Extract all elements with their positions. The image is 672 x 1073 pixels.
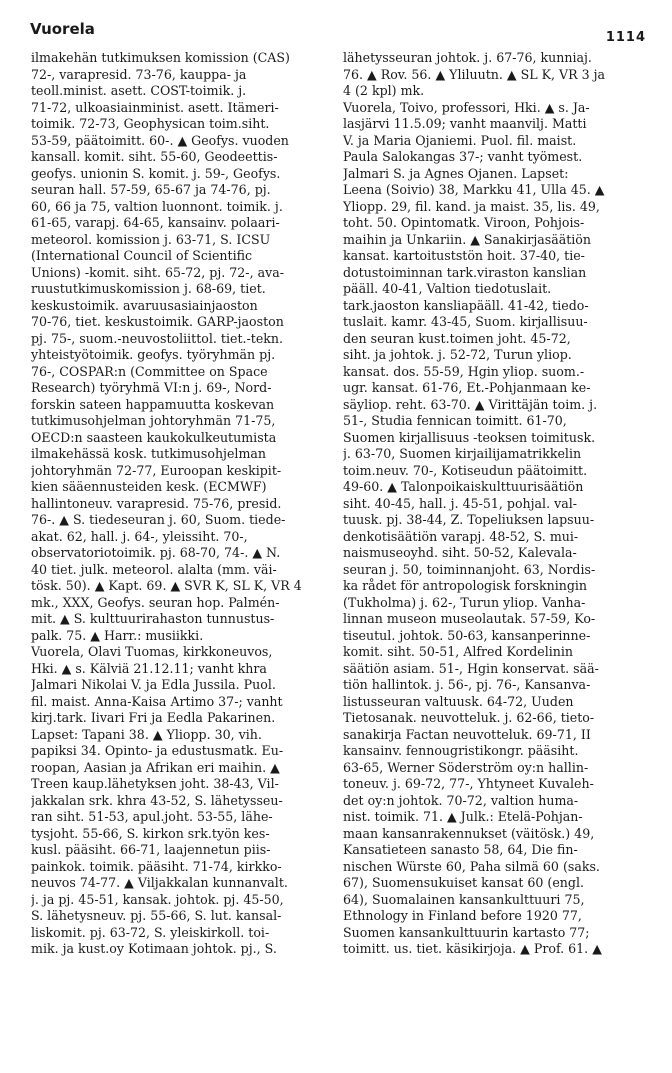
text-line: tutkimusohjelman johtoryhmän 71-75, [31,413,276,428]
text-line: seuran hall. 57-59, 65-67 ja 74-76, pj. [31,182,271,197]
text-line: 76. ▲ Rov. 56. ▲ Yliluutn. ▲ SL K, VR 3 ja [343,66,606,82]
text-line: 71-72, ulkoasiainminist. asett. Itämeri- [31,99,279,115]
text-line: toht. 50. Opintomatk. Viroon, Pohjois- [343,215,585,230]
page-number: 1114 [605,30,646,45]
text-line: OECD:n saasteen kaukokulkeutumista [31,429,277,445]
text-line: kansat. dos. 55-59, Hgin yliop. suom.- [343,363,585,379]
text-line: denkotisäätiön varapj. 48-52, S. mui- [343,528,579,544]
text-line: Paula Salokangas 37-; vanht työmest. [343,149,583,164]
text-line: tark.jaoston kansliapääll. 41-42, tiedo- [343,297,589,313]
text-line: 76-. ▲ S. tiedeseuran j. 60, Suom. tiede- [31,512,286,527]
text-line: den seuran kust.toimen joht. 45-72, [343,330,571,346]
text-line: det oy:n johtok. 70-72, valtion huma- [343,792,579,808]
text-line: 67), Suomensukuiset kansat 60 (engl. [343,875,584,890]
text-line: forskin sateen happamuutta koskevan [31,396,275,412]
text-line: nist. toimik. 71. ▲ Julk.: Etelä-Pohjan- [343,809,583,824]
text-line: tösk. 50). ▲ Kapt. 69. ▲ SVR K, SL K, VR 4 [31,578,302,593]
text-line: ilmakehän tutkimuksen komission (CAS) [31,50,290,65]
left-column [31,50,331,958]
text-line: fil. maist. Anna-Kaisa Artimo 37-; vanht [31,693,283,709]
text-line: tysjoht. 55-66, S. kirkon srk.työn kes- [31,825,270,841]
text-line: mk., XXX, Geofys. seuran hop. Palmén- [31,594,280,610]
text-line: johtoryhmän 72-77, Euroopan keskipit- [31,462,282,478]
text-line: toimik. 72-73, Geophysican toim.siht. [31,116,270,131]
running-title: Vuorela [30,20,95,38]
text-line: teoll.minist. asett. COST-toimik. j. [31,83,247,98]
text-line: observatoriotoimik. pj. 68-70, 74-. ▲ N. [31,545,281,560]
text-line: kirj.tark. Iivari Fri ja Eedla Pakarinen. [31,710,276,725]
text-line: Vuorela, Toivo, professori, Hki. ▲ s. Ja- [343,99,590,115]
text-line: tiön hallintok. j. 56-, pj. 76-, Kansanva- [343,677,591,692]
text-line: hallintoneuv. varapresid. 75-76, presid. [31,495,282,511]
right-column [343,50,643,958]
text-line: toneuv. j. 69-72, 77-, Yhtyneet Kuvaleh- [343,776,594,791]
text-line: Treen kaup.lähetyksen joht. 38-43, Vil- [31,776,279,791]
text-line: pääll. 40-41, Valtion tiedotuslait. [343,281,552,296]
text-line: ruustutkimuskomission j. 68-69, tiet. [31,281,266,296]
text-line: Suomen kansankulttuurin kartasto 77; [343,924,590,940]
text-line: jakkalan srk. khra 43-52, S. lähetysseu- [31,792,283,808]
text-line: Hki. ▲ s. Kälviä 21.12.11; vanht khra [31,660,267,676]
text-line: j. ja pj. 45-51, kansak. johtok. pj. 45-50, [31,891,284,907]
text-line: 51-, Studia fennican toimitt. 61-70, [343,413,567,428]
text-line: komit. siht. 50-51, Alfred Kordelinin [343,644,574,659]
text-line: kansall. komit. siht. 55-60, Geodeettis- [31,149,278,164]
text-line: 70-76, tiet. keskustoimik. GARP-jaoston [31,314,284,329]
text-line: yhteistyötoimik. geofys. työryhmän pj. [31,347,276,362]
text-line: papiksi 34. Opinto- ja edustusmatk. Eu- [31,743,284,758]
text-line: keskustoimik. avaruusasiainjaoston [31,297,258,313]
text-line: Jalmari Nikolai V. ja Edla Jussila. Puol. [31,677,276,692]
text-line: roopan, Aasian ja Afrikan eri maihin. ▲ [31,759,280,775]
text-line: akat. 62, hall. j. 64-, yleissiht. 70-, [31,528,248,544]
text-line: liskomit. pj. 63-72, S. yleiskirkoll. toi- [31,924,270,940]
text-line: Vuorela, Olavi Tuomas, kirkkoneuvos, [31,644,273,659]
text-line: ran siht. 51-53, apul.joht. 53-55, lähe- [31,809,273,824]
text-line: ugr. kansat. 61-76, Et.-Pohjanmaan ke- [343,380,591,395]
text-line: säätiön asiam. 51-, Hgin konservat. sää- [343,660,599,676]
text-line: (International Council of Scientific [31,248,253,263]
text-line: geofys. unionin S. komit. j. 59-, Geofys. [31,165,281,181]
text-line: toim.neuv. 70-, Kotiseudun päätoimitt. [343,462,588,478]
text-line: j. 63-70, Suomen kirjailijamatrikkelin [343,446,582,461]
text-line: dotustoiminnan tark.viraston kanslian [343,264,587,280]
text-line: toimitt. us. tiet. käsikirjoja. ▲ Prof. 61. ▲ [343,941,602,956]
text-line: S. lähetysneuv. pj. 55-66, S. lut. kansal- [31,908,282,923]
text-line: 4 (2 kpl) mk. [343,83,425,98]
text-line: ka rådet för antropologisk forskningin [343,578,588,593]
text-line: pj. 75-, suom.-neuvostoliittol. tiet.-tekn. [31,330,284,346]
text-line: maan kansanrakennukset (väitösk.) 49, [343,825,595,841]
text-line: kusl. pääsiht. 66-71, laajennetun piis- [31,842,271,857]
text-line: 63-65, Werner Söderström oy:n hallin- [343,759,589,775]
text-line: ilmakehässä kosk. tutkimusohjelman [31,446,267,461]
text-line: Jalmari S. ja Agnes Ojanen. Lapset: [343,165,569,181]
text-line: V. ja Maria Ojaniemi. Puol. fil. maist. [343,132,577,148]
text-line: 53-59, päätoimitt. 60-. ▲ Geofys. vuoden [31,132,289,148]
text-line: 76-, COSPAR:n (Committee on Space [31,363,268,379]
text-line: 49-60. ▲ Talonpoikaiskulttuurisäätiön [343,479,584,494]
text-line: Ylioрp. 29, fil. kand. ja maist. 35, lis. 49, [343,198,600,214]
text-line: seuran j. 50, toiminnanjoht. 63, Nordis- [343,561,596,577]
text-line: palk. 75. ▲ Harr.: musiikki. [31,627,204,643]
text-line: 61-65, varapj. 64-65, kansainv. polaari- [31,215,280,230]
text-line: linnan museon museolautak. 57-59, Ko- [343,611,596,626]
text-line: mik. ja kust.oy Kotimaan johtok. pj., S. [31,941,277,956]
text-line: siht. ja johtok. j. 52-72, Turun yliop. [343,347,572,362]
text-line: Lapset: Tapani 38. ▲ Yliopp. 30, vih. [31,726,262,742]
text-line: naismuseoyhd. siht. 50-52, Kalevala- [343,545,577,560]
text-line: säyliop. reht. 63-70. ▲ Virittäjän toim. j. [343,396,598,412]
text-line: kien sääennusteiden kesk. (ECMWF) [31,479,267,494]
text-line: neuvos 74-77. ▲ Viljakkalan kunnanvalt. [31,875,288,890]
text-line: Research) työryhmä VI:n j. 69-, Nord- [31,380,272,395]
text-line: lähetysseuran johtok. j. 67-76, kunniaj. [343,50,592,65]
text-line: Suomen kirjallisuus -teoksen toimitusk. [343,429,596,445]
text-line: 40 tiet. julk. meteorol. alalta (mm. väi- [31,561,277,577]
text-line: lasjärvi 11.5.09; vanht maanvilj. Matti [343,116,587,131]
text-line: siht. 40-45, hall. j. 45-51, pohjal. val- [343,495,577,511]
text-line: kansainv. fennougristikongr. pääsiht. [343,743,579,758]
text-line: tiseutul. johtok. 50-63, kansanperinne- [343,627,591,643]
text-line: Kansatieteen sanasto 58, 64, Die fin- [343,842,578,857]
text-line: meteorol. komission j. 63-71, S. ICSU [31,231,271,247]
text-line: painkok. toimik. pääsiht. 71-74, kirkko- [31,858,282,874]
text-line: tuusk. pj. 38-44, Z. Topeliuksen lapsuu- [343,512,595,527]
text-line: tuslait. kamr. 43-45, Suom. kirjallisuu- [343,314,588,329]
text-line: Ethnology in Finland before 1920 77, [343,908,582,923]
text-line: nischen Würste 60, Paha silmä 60 (saks. [343,858,600,874]
text-line: sanakirja Factan neuvotteluk. 69-71, II [343,726,591,742]
text-line: (Tukholma) j. 62-, Turun yliop. Vanha- [343,594,586,610]
text-line: mit. ▲ S. kulttuurirahaston tunnustus- [31,611,275,626]
text-line: listusseuran valtuusk. 64-72, Uuden [343,693,574,709]
text-line: Leena (Soivio) 38, Markku 41, Ulla 45. ▲ [343,182,605,197]
text-line: 60, 66 ja 75, valtion luonnont. toimik. j. [31,198,283,214]
text-line: Unions) -komit. siht. 65-72, pj. 72-, ava- [31,264,284,280]
text-line: 64), Suomalainen kansankulttuuri 75, [343,891,585,907]
text-line: kansat. kartoituststön hoit. 37-40, tie- [343,248,585,263]
text-line: 72-, varapresid. 73-76, kauppa- ja [31,66,247,82]
text-line: maihin ja Unkariin. ▲ Sanakirjasäätiön [343,231,592,247]
text-line: Tietosanak. neuvotteluk. j. 62-66, tieto- [343,710,595,725]
